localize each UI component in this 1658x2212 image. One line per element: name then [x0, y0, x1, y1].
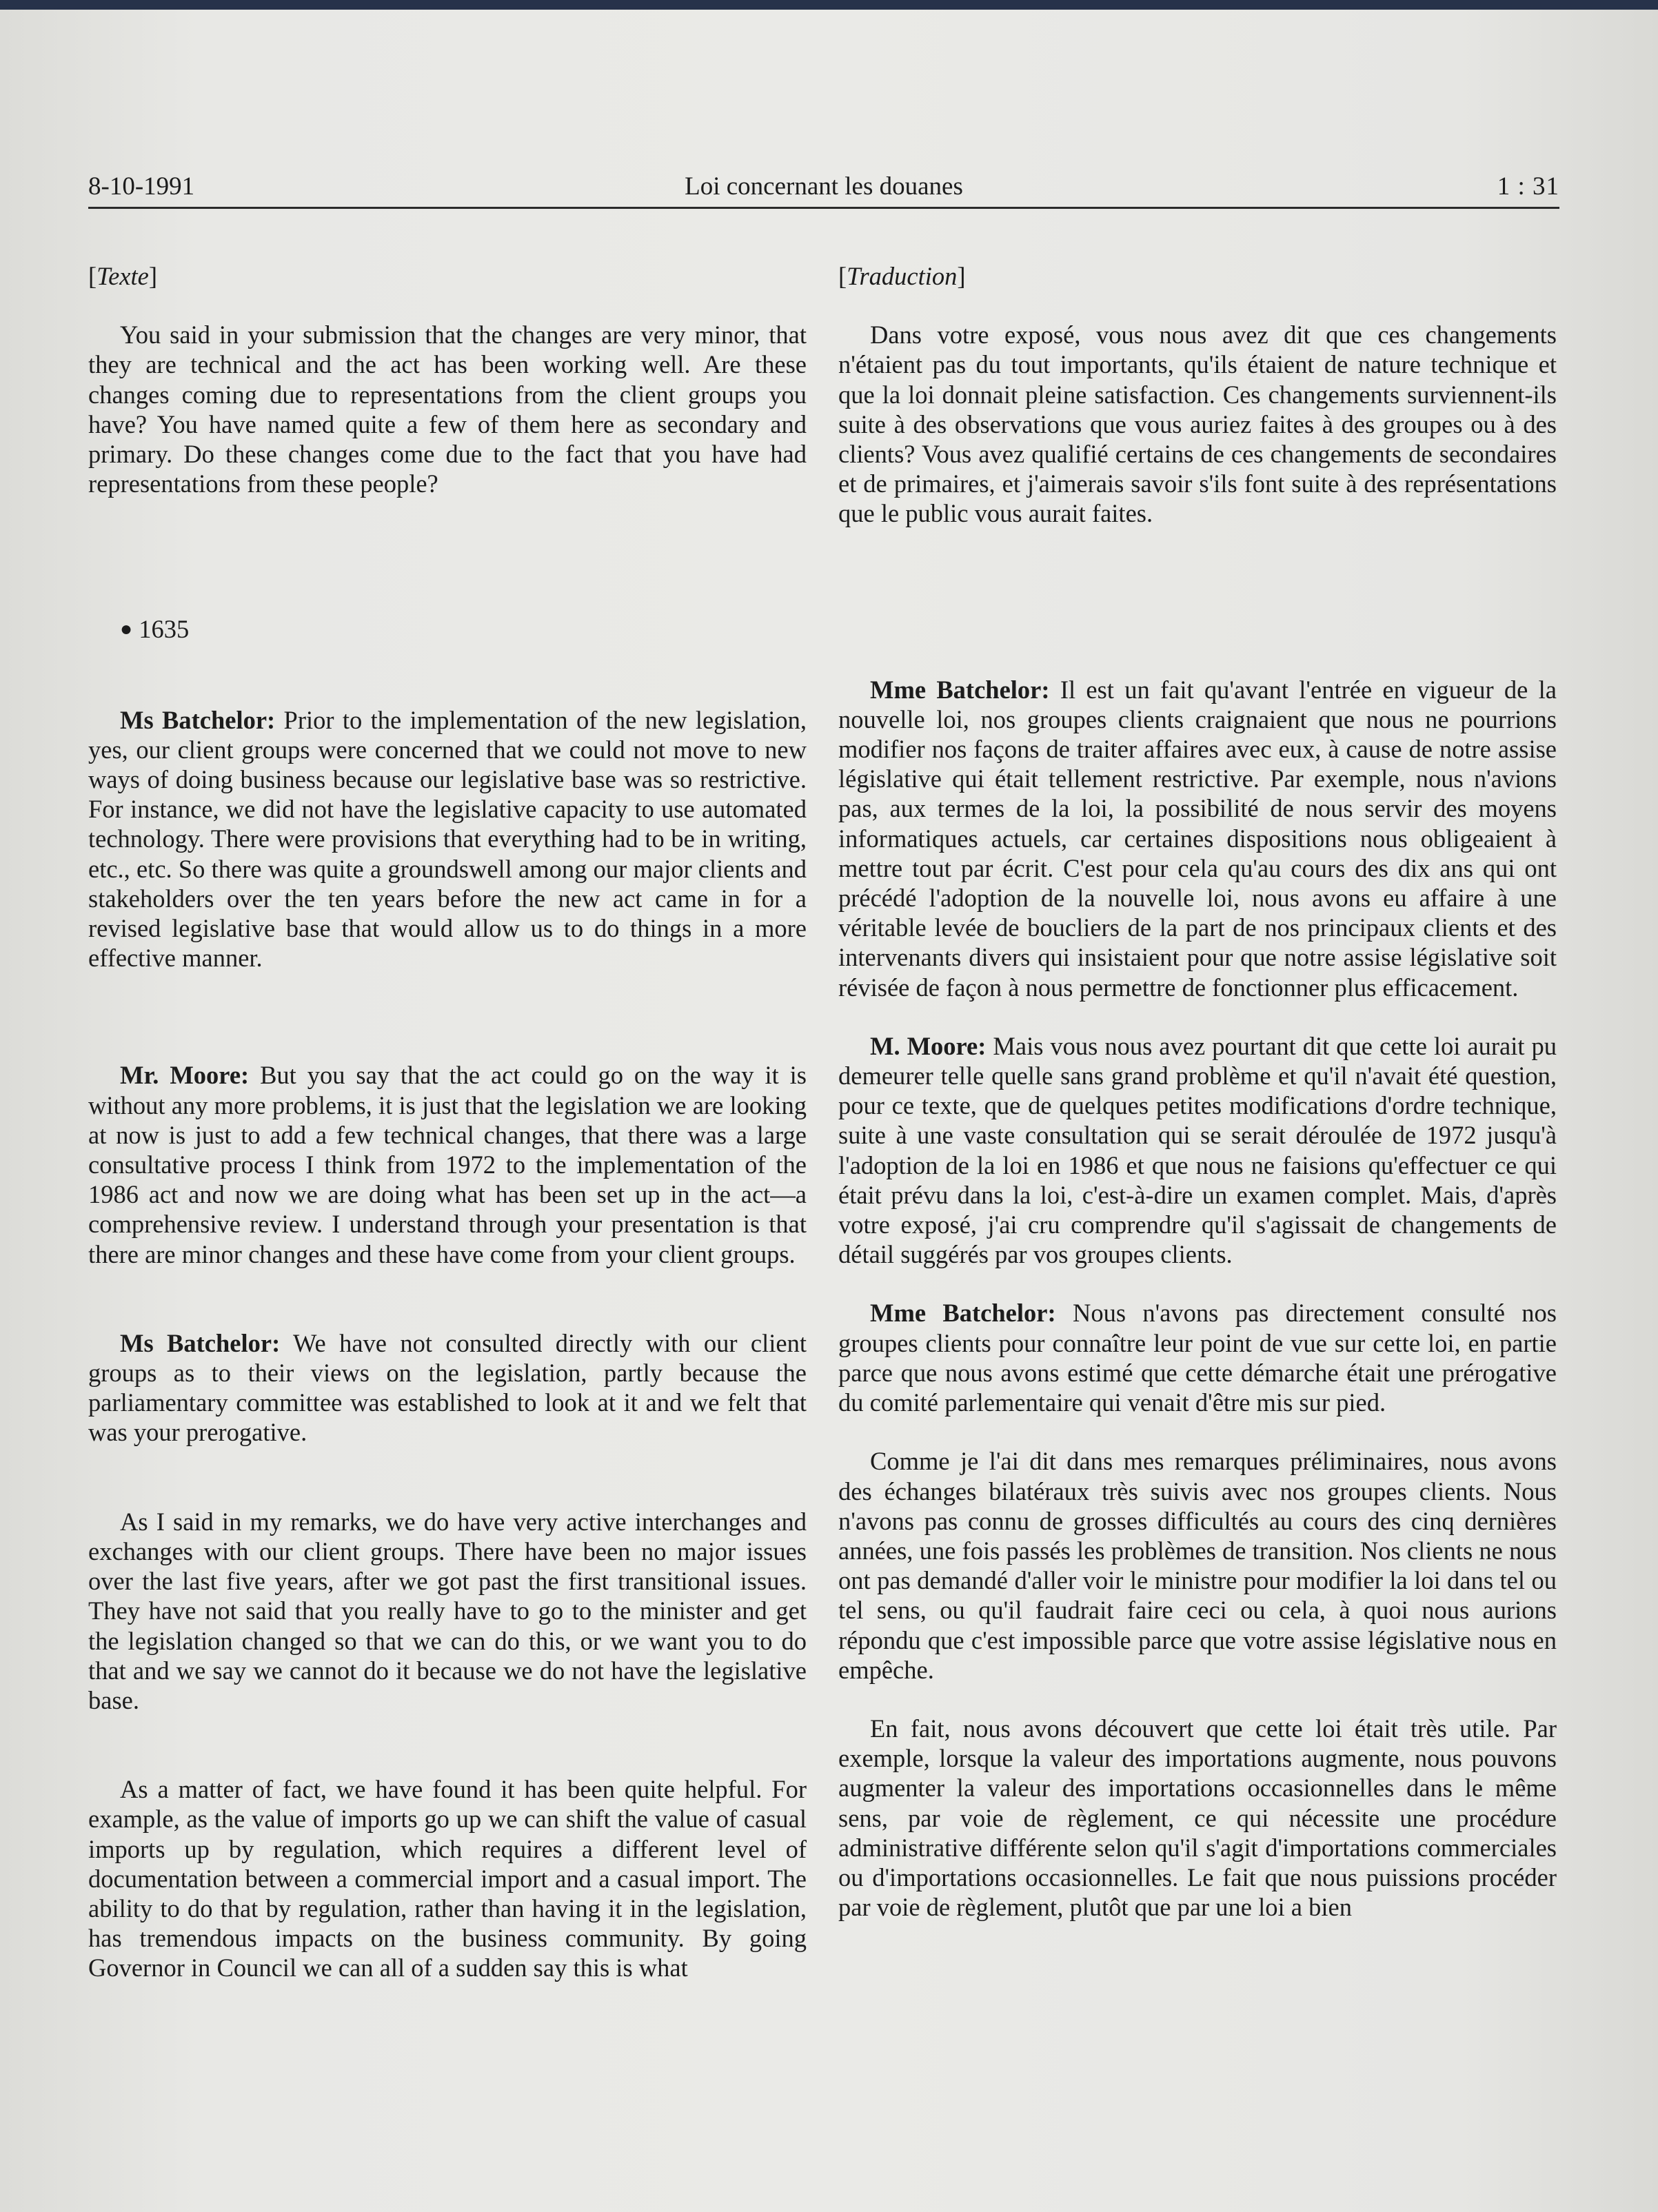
paragraph: As I said in my remarks, we do have very active interchanges and exchanges with our client groups. There have been no major issues over the last five years, after we got past the first transitional issues. They have not said that you really have to go to the minister and get the legislation changed so that we can do this, or we want you to do that and we say we cannot do it because we do not have the legislative base.: [88, 1507, 807, 1714]
speaker-name: Mr. Moore:: [120, 1061, 250, 1090]
speaker-name: Ms Batchelor:: [120, 1328, 281, 1357]
page-header: [88, 167, 1559, 209]
english-column: [88, 261, 807, 1983]
paragraph: Dans votre exposé, vous nous avez dit que ces changements n'étaient pas du tout importants, qu'ils étaient de nature technique et que la loi donnait pleine satisfaction. Ces changements surviennent-ils suite à des observations que vous auriez faites à des groupes ou à des clients? Vous avez qualifié certains de ces changements de secondaires et de primaires, et j'aimerais savoir s'ils font suite à des représentations que le public vous aurait faites.: [838, 321, 1557, 528]
paragraph: As a matter of fact, we have found it has been quite helpful. For example, as the value of imports go up we can shift the value of casual imports up by regulation, which requires a different level of documentation between a commercial import and a casual import. The ability to do that by regulation, rather than having it in the legislation, has tremendous impacts on the business community. By going Governor in Council we can all of a sudden say this is what: [88, 1775, 807, 1982]
speaker-name: Mme Batchelor:: [870, 1299, 1056, 1328]
paragraph: Ms Batchelor: We have not consulted directly with our client groups as to their views on the legislation, partly because the parliamentary committee was established to look at it and we felt that was your prerogative.: [88, 1328, 807, 1447]
paragraph: Mme Batchelor: Il est un fait qu'avant l'entrée en vigueur de la nouvelle loi, nos groupes clients craignaient que nous ne pourrions modifier nos façons de traiter affaires avec eux, à cause de notre assise législative qui était tellement restrictive. Par exemple, nous n'avions pas, aux termes de la loi, la possibilité de nous servir des moyens informatiques actuels, car certaines dispositions nous obligeaient à mettre tout par écrit. C'est pour cela qu'au cours des dix ans qui ont précédé l'adoption de la nouvelle loi, nous avons eu affaire à une véritable levée de boucliers de la part de nos principaux clients et des intervenants divers qui insistaient pour que notre assise législative soit révisée de façon à nous permettre de fonctionner plus efficacement.: [838, 675, 1557, 1002]
header-title: Loi concernant les douanes: [685, 172, 963, 201]
paragraph: Mme Batchelor: Nous n'avons pas directement consulté nos groupes clients pour connaître leur point de vue sur cette loi, en partie parce que nous avons estimé que cette démarche était une prérogative du comité parlementaire qui venait d'être mis sur pied.: [838, 1299, 1557, 1417]
section-label: [Texte]: [88, 262, 158, 290]
document-page: [0, 10, 1658, 2212]
paragraph: En fait, nous avons découvert que cette loi était très utile. Par exemple, lorsque la valeur des importations augmente, nous pouvons augmenter la valeur des importations occasionnelles dans le même sens, par voie de règlement, ce qui nécessite une procédure administrative différente selon qu'il s'agit d'importations commerciales ou d'importations occasionnelles. Le fait que nous puissions procéder par voie de règlement, plutôt que par une loi a bien: [838, 1714, 1557, 1922]
speaker-name: Mme Batchelor:: [870, 675, 1050, 704]
time-marker: ● 1635: [120, 615, 190, 644]
scan-top-edge: [0, 0, 1658, 10]
paragraph: Ms Batchelor: Prior to the implementation of the new legislation, yes, our client groups were concerned that we could not move to new ways of doing business because our legislative base was so restrictive. For instance, we did not have the legislative capacity to use automated technology. There were provisions that everything had to be in writing, etc., etc. So there was quite a groundswell among our major clients and stakeholders over the ten years before the new act came in for a revised legislative base that would allow us to do things in a more effective manner.: [88, 705, 807, 973]
speaker-name: Ms Batchelor:: [120, 705, 276, 734]
bullet-icon: ●: [120, 618, 133, 641]
section-label: [Traduction]: [838, 262, 966, 290]
paragraph: You said in your submission that the changes are very minor, that they are technical and the act has been working well. Are these changes coming due to representations from the client groups you have? You have named quite a few of them here as secondary and primary. Do these changes come due to the fact that you have had representations from these people?: [88, 321, 807, 498]
paragraph: Mr. Moore: But you say that the act could go on the way it is without any more problems, it is just that the legislation we are looking at now is just to add a few technical changes, that there was a large consultative process I think from 1972 to the implementation of the 1986 act and now we are doing what has been set up in the act—a comprehensive review. I understand through your presentation is that there are minor changes and these have come from your client groups.: [88, 1061, 807, 1268]
paragraph: M. Moore: Mais vous nous avez pourtant dit que cette loi aurait pu demeurer telle quelle sans grand problème et qu'il n'avait été question, pour ce texte, que de quelques petites modifications d'ordre technique, suite à une vaste consultation qui se serait déroulée de 1972 jusqu'à l'adoption de la loi en 1986 et que nous ne faisions qu'effectuer ce qui était prévu dans la loi, c'est-à-dire un examen complet. Mais, d'après votre exposé, j'ai cru comprendre qu'il s'agissait de changements de détail suggérés par vos groupes clients.: [838, 1031, 1557, 1269]
speaker-name: M. Moore:: [870, 1031, 987, 1060]
french-column: [838, 261, 1557, 1922]
header-page-number: 1 : 31: [1497, 172, 1559, 201]
paragraph: Comme je l'ai dit dans mes remarques préliminaires, nous avons des échanges bilatéraux très suivis avec nos groupes clients. Nous n'avons pas connu de grosses difficultés au cours des cinq dernières années, une fois passés les problèmes de transition. Nos clients ne nous ont pas demandé d'aller voir le ministre pour modifier la loi dans tel ou tel sens, ou qu'il faudrait faire ceci ou cela, à quoi nous aurions répondu que c'est impossible parce que votre assise législative nous en empêche.: [838, 1447, 1557, 1684]
header-date: 8-10-1991: [88, 172, 195, 201]
